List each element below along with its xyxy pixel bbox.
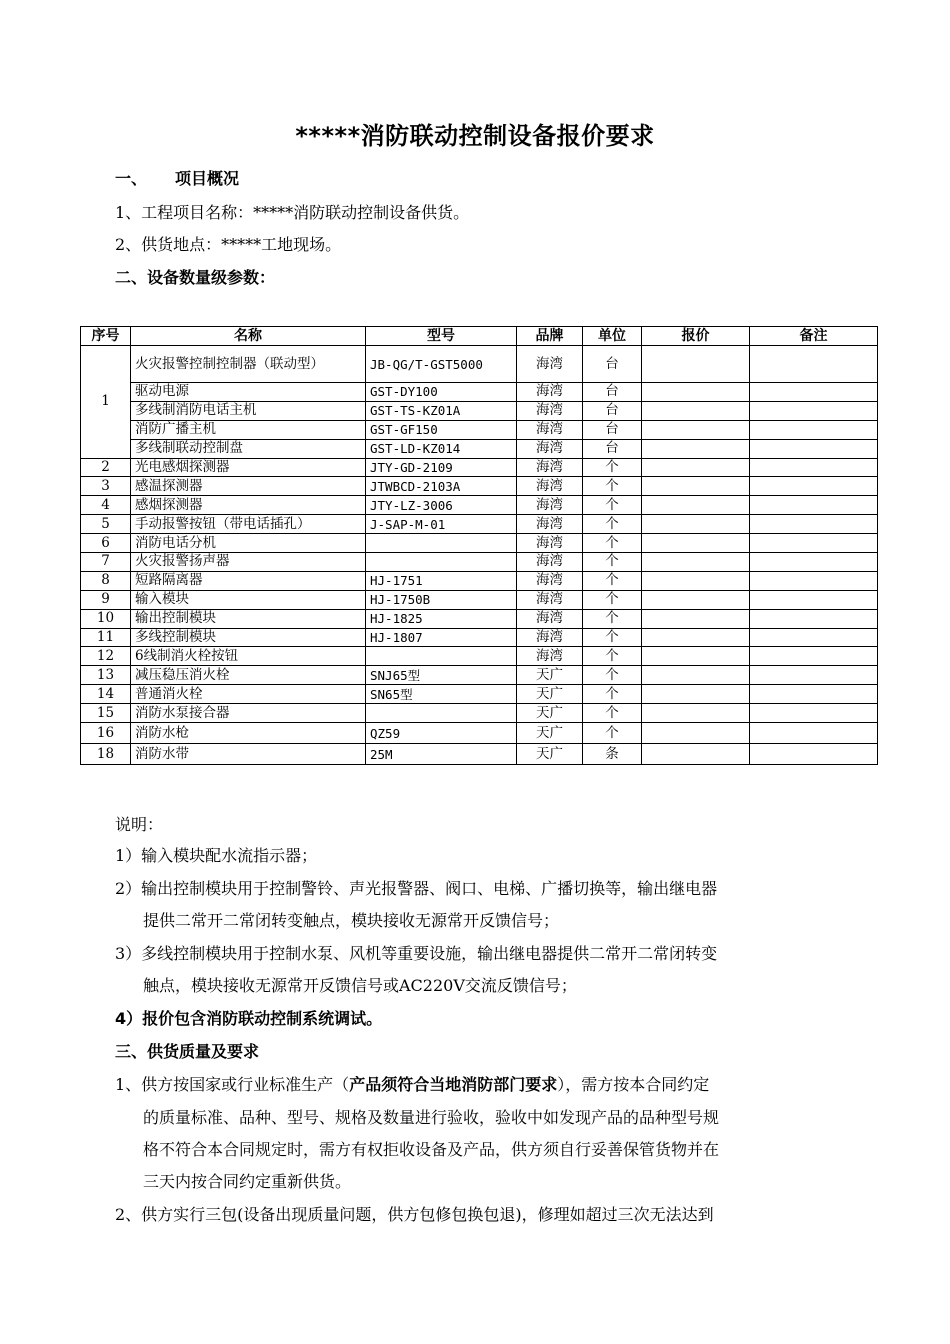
cell-price xyxy=(642,609,750,628)
cell-name: 驱动电源 xyxy=(131,383,366,402)
cell-name: 6线制消火栓按钮 xyxy=(131,647,366,666)
header-name: 名称 xyxy=(131,327,366,346)
cell-brand: 海湾 xyxy=(517,534,583,553)
cell-brand: 海湾 xyxy=(517,515,583,534)
cell-model: GST-TS-KZ01A xyxy=(366,401,517,420)
cell-model xyxy=(366,647,517,666)
cell-unit: 个 xyxy=(583,628,642,647)
quality-para-1-line-2: 的质量标准、品种、型号、规格及数量进行验收，验收中如发现产品的品种型号规 xyxy=(143,1108,720,1127)
header-remark: 备注 xyxy=(750,327,878,346)
cell-unit: 个 xyxy=(583,571,642,590)
cell-price xyxy=(642,553,750,572)
cell-model: QZ59 xyxy=(366,723,517,744)
cell-price xyxy=(642,515,750,534)
cell-model: HJ-1750B xyxy=(366,590,517,609)
cell-unit: 台 xyxy=(583,383,642,402)
cell-model: HJ-1825 xyxy=(366,609,517,628)
table-row xyxy=(81,346,878,383)
cell-remark xyxy=(750,744,878,765)
table-row xyxy=(81,666,878,685)
cell-model: JTWBCD-2103A xyxy=(366,477,517,496)
cell-price xyxy=(642,704,750,723)
cell-remark xyxy=(750,571,878,590)
cell-unit: 个 xyxy=(583,666,642,685)
cell-name: 感烟探测器 xyxy=(131,496,366,515)
cell-no: 16 xyxy=(81,723,131,744)
cell-brand: 海湾 xyxy=(517,609,583,628)
cell-unit: 台 xyxy=(583,346,642,383)
section-1-heading xyxy=(115,166,239,189)
cell-unit: 个 xyxy=(583,515,642,534)
cell-no: 12 xyxy=(81,647,131,666)
table-row xyxy=(81,477,878,496)
table-row xyxy=(81,744,878,765)
cell-name: 消防水泵接合器 xyxy=(131,704,366,723)
cell-brand: 海湾 xyxy=(517,647,583,666)
header-price: 报价 xyxy=(642,327,750,346)
cell-price xyxy=(642,628,750,647)
cell-model: 25M xyxy=(366,744,517,765)
cell-unit: 个 xyxy=(583,496,642,515)
cell-name: 多线制联动控制盘 xyxy=(131,439,366,458)
project-name-line: 1、工程项目名称：*****消防联动控制设备供货。 xyxy=(115,203,470,222)
cell-remark xyxy=(750,515,878,534)
cell-model: SN65型 xyxy=(366,685,517,704)
note-2-line-2: 提供二常开二常闭转变触点，模块接收无源常开反馈信号； xyxy=(143,911,560,930)
cell-name: 手动报警按钮（带电话插孔） xyxy=(131,515,366,534)
cell-model: JTY-LZ-3006 xyxy=(366,496,517,515)
cell-name: 普通消火栓 xyxy=(131,685,366,704)
cell-name: 消防水带 xyxy=(131,744,366,765)
section-1-number: 一、 xyxy=(115,169,148,188)
table-row xyxy=(81,723,878,744)
cell-model: GST-GF150 xyxy=(366,420,517,439)
cell-price xyxy=(642,439,750,458)
quality-para-1-emphasis: 产品须符合当地消防部门要求 xyxy=(349,1075,558,1094)
cell-no: 3 xyxy=(81,477,131,496)
cell-unit: 个 xyxy=(583,609,642,628)
table-row xyxy=(81,571,878,590)
cell-remark xyxy=(750,647,878,666)
cell-name: 输入模块 xyxy=(131,590,366,609)
table-row xyxy=(81,590,878,609)
cell-price xyxy=(642,346,750,383)
quality-para-1-prefix: 1、供方按国家或行业标准生产（ xyxy=(115,1075,350,1094)
cell-no: 4 xyxy=(81,496,131,515)
cell-name: 减压稳压消火栓 xyxy=(131,666,366,685)
cell-unit: 个 xyxy=(583,458,642,477)
cell-model: HJ-1751 xyxy=(366,571,517,590)
cell-brand: 海湾 xyxy=(517,401,583,420)
table-row xyxy=(81,609,878,628)
cell-price xyxy=(642,666,750,685)
cell-no: 6 xyxy=(81,534,131,553)
cell-remark xyxy=(750,666,878,685)
cell-unit: 台 xyxy=(583,439,642,458)
cell-price xyxy=(642,458,750,477)
cell-model: SNJ65型 xyxy=(366,666,517,685)
cell-no: 14 xyxy=(81,685,131,704)
cell-price xyxy=(642,534,750,553)
document-title: *****消防联动控制设备报价要求 xyxy=(295,122,655,150)
cell-model: HJ-1807 xyxy=(366,628,517,647)
cell-price xyxy=(642,647,750,666)
cell-model: JTY-GD-2109 xyxy=(366,458,517,477)
header-no: 序号 xyxy=(81,327,131,346)
cell-brand: 天广 xyxy=(517,744,583,765)
table-row xyxy=(81,496,878,515)
cell-price xyxy=(642,723,750,744)
header-model: 型号 xyxy=(366,327,517,346)
cell-name: 输出控制模块 xyxy=(131,609,366,628)
cell-brand: 天广 xyxy=(517,723,583,744)
table-row xyxy=(81,685,878,704)
cell-name: 短路隔离器 xyxy=(131,571,366,590)
note-1: 1）输入模块配水流指示器； xyxy=(115,846,318,865)
cell-price xyxy=(642,571,750,590)
cell-price xyxy=(642,496,750,515)
cell-unit: 台 xyxy=(583,420,642,439)
cell-brand: 天广 xyxy=(517,666,583,685)
cell-remark xyxy=(750,458,878,477)
equipment-table xyxy=(80,326,878,765)
table-header-row xyxy=(81,327,878,346)
note-3-line-2: 触点，模块接收无源常开反馈信号或AC220V交流反馈信号； xyxy=(143,976,577,995)
cell-model: JB-QG/T-GST5000 xyxy=(366,346,517,383)
cell-unit: 个 xyxy=(583,553,642,572)
note-3-line-1: 3）多线控制模块用于控制水泵、风机等重要设施，输出继电器提供二常开二常闭转变 xyxy=(115,944,718,963)
table-row xyxy=(81,458,878,477)
header-unit: 单位 xyxy=(583,327,642,346)
cell-unit: 个 xyxy=(583,704,642,723)
table-row xyxy=(81,420,878,439)
table-row xyxy=(81,704,878,723)
cell-brand: 海湾 xyxy=(517,477,583,496)
cell-brand: 海湾 xyxy=(517,346,583,383)
cell-brand: 海湾 xyxy=(517,571,583,590)
cell-remark xyxy=(750,590,878,609)
table-row xyxy=(81,383,878,402)
cell-name: 感温探测器 xyxy=(131,477,366,496)
cell-model: GST-DY100 xyxy=(366,383,517,402)
cell-name: 消防电话分机 xyxy=(131,534,366,553)
cell-unit: 个 xyxy=(583,590,642,609)
cell-remark xyxy=(750,609,878,628)
cell-name: 多线控制模块 xyxy=(131,628,366,647)
cell-model xyxy=(366,704,517,723)
cell-remark xyxy=(750,420,878,439)
cell-model xyxy=(366,534,517,553)
cell-remark xyxy=(750,401,878,420)
cell-remark xyxy=(750,704,878,723)
cell-name: 光电感烟探测器 xyxy=(131,458,366,477)
cell-remark xyxy=(750,477,878,496)
cell-remark xyxy=(750,553,878,572)
header-brand: 品牌 xyxy=(517,327,583,346)
cell-price xyxy=(642,420,750,439)
cell-no: 9 xyxy=(81,590,131,609)
cell-name: 火灾报警控制控制器（联动型） xyxy=(131,346,366,383)
cell-model xyxy=(366,553,517,572)
cell-unit: 个 xyxy=(583,685,642,704)
delivery-location-line: 2、供货地点：*****工地现场。 xyxy=(115,235,342,254)
cell-name: 多线制消防电话主机 xyxy=(131,401,366,420)
note-2-line-1: 2）输出控制模块用于控制警铃、声光报警器、阀口、电梯、广播切换等，输出继电器 xyxy=(115,879,718,898)
notes-label: 说明： xyxy=(115,815,164,834)
cell-price xyxy=(642,383,750,402)
cell-unit: 台 xyxy=(583,401,642,420)
section-3-heading: 三、供货质量及要求 xyxy=(115,1042,260,1061)
cell-remark xyxy=(750,346,878,383)
cell-remark xyxy=(750,496,878,515)
cell-unit: 个 xyxy=(583,723,642,744)
table-row xyxy=(81,515,878,534)
cell-brand: 天广 xyxy=(517,685,583,704)
table-row xyxy=(81,439,878,458)
cell-no: 10 xyxy=(81,609,131,628)
table-row xyxy=(81,401,878,420)
cell-price xyxy=(642,477,750,496)
table-row xyxy=(81,534,878,553)
cell-brand: 海湾 xyxy=(517,590,583,609)
cell-name: 消防广播主机 xyxy=(131,420,366,439)
cell-no: 1 xyxy=(81,346,131,459)
cell-brand: 海湾 xyxy=(517,553,583,572)
quality-para-1-suffix: ），需方按本合同约定 xyxy=(557,1075,710,1094)
cell-brand: 海湾 xyxy=(517,383,583,402)
cell-no: 18 xyxy=(81,744,131,765)
cell-price xyxy=(642,685,750,704)
cell-price xyxy=(642,590,750,609)
cell-remark xyxy=(750,685,878,704)
cell-no: 7 xyxy=(81,553,131,572)
cell-name: 火灾报警扬声器 xyxy=(131,553,366,572)
table-row xyxy=(81,553,878,572)
cell-unit: 个 xyxy=(583,477,642,496)
cell-price xyxy=(642,744,750,765)
cell-price xyxy=(642,401,750,420)
cell-remark xyxy=(750,534,878,553)
cell-name: 消防水枪 xyxy=(131,723,366,744)
cell-no: 11 xyxy=(81,628,131,647)
cell-brand: 海湾 xyxy=(517,458,583,477)
table-row xyxy=(81,647,878,666)
cell-model: GST-LD-KZ014 xyxy=(366,439,517,458)
note-4: 4）报价包含消防联动控制系统调试。 xyxy=(115,1009,383,1028)
cell-no: 8 xyxy=(81,571,131,590)
section-2-heading: 二、设备数量级参数： xyxy=(115,268,276,287)
cell-brand: 海湾 xyxy=(517,420,583,439)
quality-para-2: 2、供方实行三包(设备出现质量问题，供方包修包换包退)，修理如超过三次无法达到 xyxy=(115,1205,714,1224)
quality-para-1-line-1 xyxy=(115,1072,709,1095)
cell-no: 2 xyxy=(81,458,131,477)
cell-no: 13 xyxy=(81,666,131,685)
cell-brand: 海湾 xyxy=(517,496,583,515)
section-1-title: 项目概况 xyxy=(175,169,240,188)
cell-brand: 海湾 xyxy=(517,439,583,458)
cell-unit: 条 xyxy=(583,744,642,765)
cell-model: J-SAP-M-01 xyxy=(366,515,517,534)
table-row xyxy=(81,628,878,647)
cell-no: 15 xyxy=(81,704,131,723)
cell-remark xyxy=(750,383,878,402)
quality-para-1-line-4: 三天内按合同约定重新供货。 xyxy=(143,1172,352,1191)
cell-remark xyxy=(750,439,878,458)
cell-unit: 个 xyxy=(583,534,642,553)
quality-para-1-line-3: 格不符合本合同规定时，需方有权拒收设备及产品，供方须自行妥善保管货物并在 xyxy=(143,1140,720,1159)
cell-remark xyxy=(750,628,878,647)
cell-no: 5 xyxy=(81,515,131,534)
cell-brand: 天广 xyxy=(517,704,583,723)
cell-unit: 个 xyxy=(583,647,642,666)
cell-brand: 海湾 xyxy=(517,628,583,647)
cell-remark xyxy=(750,723,878,744)
